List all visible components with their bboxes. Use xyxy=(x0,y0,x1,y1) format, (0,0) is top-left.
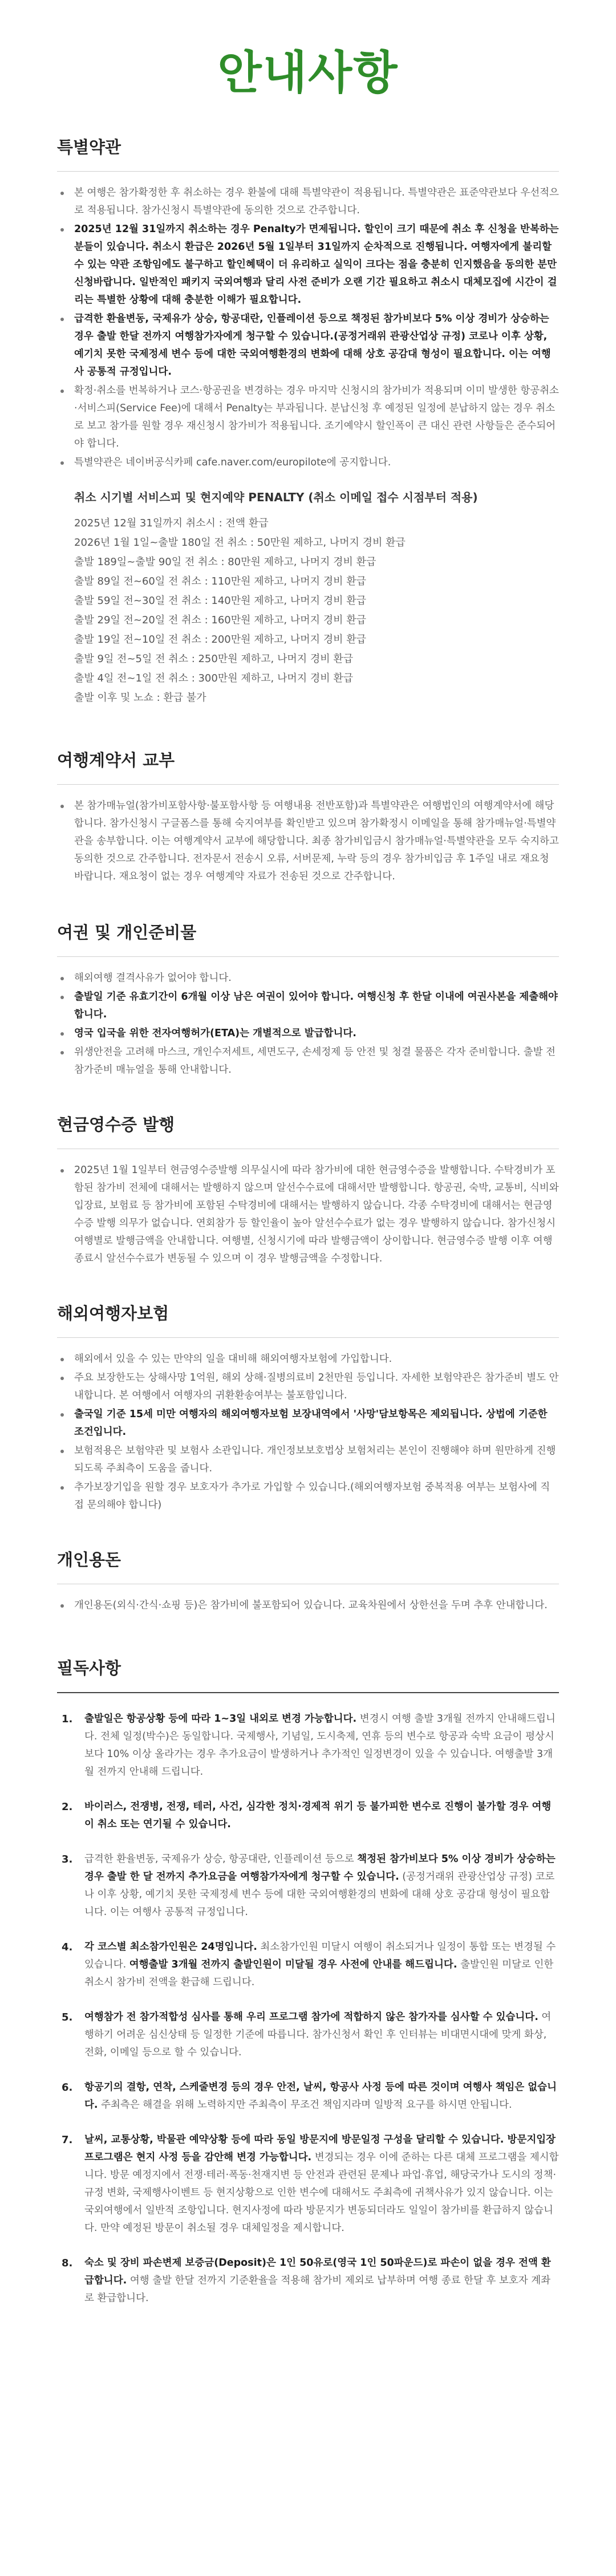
item-text: 최소참가인원 미달시 여행이 취소되거나 일정이 통합 또는 변경될 수 있습니다. xyxy=(84,1941,556,1970)
bullet-item: 본 참가매뉴얼(참가비포함사항·불포함사항 등 여행내용 전반포함)과 특별약관은 여행법인의 여행계약서에 해당합니다. 참가신청시 구글폼스를 통해 숙지여부를 확인받고 있으며 참가확정시 이메일을 통해 참가매뉴얼·특별약관을 송부합니다. 이는 여행계약서 교부에 해당합니다. 최종 참가비입금시 참가매뉴얼·특별약관을 모두 숙지하고 동의한 것으로 간주합니다. 전자문서 전송시 오류, 서버문제, 누락 등의 경우 참가비입금 후 1주일 내로 재요청 바랍니다. 재요청이 없는 경우 여행계약 자료가 전송된 것으로 간주합니다. xyxy=(57,797,559,886)
item-emphasis: 여행출발 3개월 전까지 출발인원이 미달될 경우 사전에 안내를 해드립니다. xyxy=(129,1959,457,1970)
penalty-item: 출발 19일 전~10일 전 취소 : 200만원 제하고, 나머지 경비 환급 xyxy=(74,634,367,646)
numbered-item xyxy=(57,1710,559,1781)
bullet-item: 위생안전을 고려해 마스크, 개인수저세트, 세면도구, 손세정제 등 안전 및 청결 물품은 각자 준비합니다. 출발 전 참가준비 매뉴얼을 통해 안내합니다. xyxy=(57,1044,559,1079)
section-heading: 해외여행자보험 xyxy=(57,1302,559,1338)
numbered-item xyxy=(57,1938,559,1991)
item-number: 2. xyxy=(62,1801,73,1813)
item-emphasis: 각 코스별 최소참가인원은 24명입니다. xyxy=(84,1941,257,1953)
section-special-terms xyxy=(57,136,559,708)
section-heading: 특별약관 xyxy=(57,136,559,172)
item-text: 여행하기 어려운 심신상태 등 일정한 기준에 따릅니다. 참가신청서 확인 후 인터뷰는 비대면시대에 맞게 화상, 전화, 이메일 등으로 할 수 있습니다. xyxy=(84,2011,552,2058)
bullet-item: 출국일 기준 15세 미만 여행자의 해외여행자보험 보장내역에서 '사망'담보항목은 제외됩니다. 상법에 기준한 조건입니다. xyxy=(57,1406,559,1441)
numbered-item xyxy=(57,2131,559,2237)
item-text: 급격한 환율변동, 국제유가 상승, 항공대란, 인플레이션 등으로 xyxy=(84,1853,358,1865)
bullet-item: 추가보장기입을 원할 경우 보호자가 추가로 가입할 수 있습니다.(해외여행자보험 중복적용 여부는 보험사에 직접 문의해야 합니다) xyxy=(57,1479,559,1514)
item-emphasis: 숙소 및 장비 파손변제 보증금(Deposit)은 1인 50유로(영국 1인 50파운드)로 파손이 없을 경우 전액 환급합니다. xyxy=(84,2257,551,2286)
section-insurance xyxy=(57,1302,559,1514)
section-heading: 개인용돈 xyxy=(57,1548,559,1584)
numbered-item xyxy=(57,2079,559,2114)
item-number: 7. xyxy=(62,2134,73,2146)
penalty-item: 출발 189일~출발 90일 전 취소 : 80만원 제하고, 나머지 경비 환급 xyxy=(74,556,376,568)
item-number: 3. xyxy=(62,1853,73,1865)
section-must-read xyxy=(57,1657,559,2307)
item-number: 1. xyxy=(62,1713,73,1725)
item-emphasis: 날씨, 교통상황, 박물관 예약상황 등에 따라 동일 방문지에 방문일정 구성을 달리할 수 있습니다. 방문지입장 프로그램은 현지 사정 등을 감안해 변경 가능합니다. xyxy=(84,2134,556,2163)
section-heading: 필독사항 xyxy=(57,1657,559,1693)
page-title: 안내사항 xyxy=(217,46,399,99)
section-contract xyxy=(57,749,559,886)
penalty-item: 2026년 1월 1일~출발 180일 전 취소 : 50만원 제하고, 나머지 경비 환급 xyxy=(74,537,406,549)
item-emphasis: 항공기의 결항, 연착, 스케줄변경 등의 경우 안전, 날씨, 항공사 사정 등에 따른 것이며 여행사 책임은 없습니다. xyxy=(84,2082,557,2111)
bullet-item: 개인용돈(외식·간식·쇼핑 등)은 참가비에 불포함되어 있습니다. 교육차원에서 상한선을 두며 추후 안내합니다. xyxy=(57,1597,559,1614)
item-text: 주최측은 해결을 위해 노력하지만 주최측이 무조건 책임지라며 일방적 요구를 하시면 안됩니다. xyxy=(98,2099,512,2111)
item-text: 변경시 여행 출발 3개월 전까지 안내해드립니다. 전체 일정(박수)은 동일합니다. 국제행사, 기념일, 도시축제, 연휴 등의 변수로 항공과 숙박 요금이 평상시보다 10% 이상 올라가는 경우 추가요금이 발생하거나 추가적인 일정변경이 있을 수 있습니다. 여행출발 3개월 전까지 안내해 드립니다. xyxy=(84,1713,556,1778)
penalty-item: 출발 89일 전~60일 전 취소 : 110만원 제하고, 나머지 경비 환급 xyxy=(74,575,367,587)
penalty-title: 취소 시기별 서비스피 및 현지예약 PENALTY (취소 이메일 접수 시점부터 적용) xyxy=(74,490,478,504)
bullet-item: 해외에서 있을 수 있는 만약의 일을 대비해 해외여행자보험에 가입합니다. xyxy=(57,1350,559,1368)
section-passport xyxy=(57,921,559,1079)
section-cash-receipt xyxy=(57,1113,559,1268)
item-text: 출발인원 미달로 인한 취소시 참가비 전액을 환급해 드립니다. xyxy=(84,1959,554,1988)
item-text: 여행 출발 한달 전까지 기준환율을 적용해 참가비 제외로 납부하며 여행 종료 한달 후 보호자 계좌로 환급합니다. xyxy=(84,2275,551,2304)
bullet-item: 특별약관은 네이버공식카페 cafe.naver.com/europilote에 공지합니다. xyxy=(57,454,559,472)
section-pocket-money xyxy=(57,1548,559,1614)
item-text: (공정거래위 관광산업상 규정) 코로나 이후 상황, 예기치 못한 국제정세 변수 등에 대한 국외여행환경의 변화에 대해 상호 공감대 형성이 필요합니다. 이는 여행사 공통적 규정입니다. xyxy=(84,1871,555,1918)
penalty-item: 출발 29일 전~20일 전 취소 : 160만원 제하고, 나머지 경비 환급 xyxy=(74,614,367,626)
section-heading: 여행계약서 교부 xyxy=(57,749,559,785)
penalty-item: 출발 4일 전~1일 전 취소 : 300만원 제하고, 나머지 경비 환급 xyxy=(74,672,354,684)
item-number: 8. xyxy=(62,2257,73,2269)
numbered-item xyxy=(57,1798,559,1833)
bullet-item: 확정·취소를 번복하거나 코스·항공권을 변경하는 경우 마지막 신청시의 참가비가 적용되며 이미 발생한 항공취소·서비스피(Service Fee)에 대해서 Penalty는 부과됩니다. 분납신청 후 예정된 일정에 분납하지 않는 경우 취소로 보고 참가를 원할 경우 재신청시 참가비가 적용됩니다. 조기예약시 할인폭이 큰 대신 관련 사항들은 준수되어야 합니다. xyxy=(57,382,559,453)
item-emphasis: 책정된 참가비보다 5% 이상 경비가 상승하는 경우 출발 한 달 전까지 추가요금을 여행참가자에게 청구할 수 있습니다. xyxy=(84,1853,556,1883)
bullet-item: 출발일 기준 유효기간이 6개월 이상 남은 여권이 있어야 합니다. 여행신청 후 한달 이내에 여권사본을 제출해야 합니다. xyxy=(57,988,559,1024)
bullet-item: 해외여행 결격사유가 없어야 합니다. xyxy=(57,969,559,987)
item-text: 변경되는 경우 이에 준하는 다른 대체 프로그램을 제시합니다. 방문 예정지에서 전쟁·테러·폭동·천재지변 등 안전과 관련된 문제나 파업·휴업, 해당국가나 도시의 정책·규정 변화, 국제행사이벤트 등 현지상황으로 인한 변수에 대해서도 주최측에 귀책사유가 있지 않습니다. 이는 국외여행에서 일반적 조항입니다. 현지사정에 따라 방문지가 변동되더라도 일일이 참가비를 환급하지 않습니다. 만약 예정된 방문이 취소될 경우 대체일정을 제시합니다. xyxy=(84,2152,559,2234)
numbered-item xyxy=(57,2254,559,2307)
section-heading: 현금영수증 발행 xyxy=(57,1113,559,1149)
penalty-item: 출발 이후 및 노쇼 : 환급 불가 xyxy=(74,692,206,704)
numbered-item xyxy=(57,1851,559,1921)
bullet-item: 2025년 12월 31일까지 취소하는 경우 Penalty가 면제됩니다. 할인이 크기 때문에 취소 후 신청을 반복하는 분들이 있습니다. 취소시 환급은 2026년 5월 1일부터 31일까지 순차적으로 진행됩니다. 여행자에게 불리할 수 있는 약관 조항임에도 불구하고 할인혜택이 더 유리하고 실익이 크다는 점을 충분히 인지했음을 동의한 분만 신청바랍니다. 일반적인 패키지 국외여행과 달리 사전 준비가 오랜 기간 필요하고 취소시 대체모집에 시간이 걸리는 특별한 상황에 대해 충분한 이해가 필요합니다. xyxy=(57,221,559,309)
bullet-item: 급격한 환율변동, 국제유가 상승, 항공대란, 인플레이션 등으로 책정된 참가비보다 5% 이상 경비가 상승하는 경우 출발 한달 전까지 여행참가자에게 청구할 수 있습니다.(공정거래위 관광산업상 규정) 코로나 이후 상황, 예기치 못한 국제정세 변수 등에 대한 국외여행환경의 변화에 대해 상호 공감대 형성이 필요합니다. 이는 여행사 공통적 규정입니다. xyxy=(57,310,559,381)
section-heading: 여권 및 개인준비물 xyxy=(57,921,559,957)
penalty-item: 출발 9일 전~5일 전 취소 : 250만원 제하고, 나머지 경비 환급 xyxy=(74,653,354,665)
penalty-list xyxy=(74,514,559,708)
item-emphasis: 여행참가 전 참가적합성 심사를 통해 우리 프로그램 참가에 적합하지 않은 참가자를 심사할 수 있습니다. xyxy=(84,2011,538,2023)
penalty-item: 2025년 12월 31일까지 취소시 : 전액 환급 xyxy=(74,517,269,529)
item-number: 5. xyxy=(62,2011,73,2023)
item-number: 6. xyxy=(62,2082,73,2094)
bullet-item: 본 여행은 참가확정한 후 취소하는 경우 환불에 대해 특별약관이 적용됩니다. 특별약관은 표준약관보다 우선적으로 적용됩니다. 참가신청시 특별약관에 동의한 것으로 간주합니다. xyxy=(57,184,559,220)
penalty-item: 출발 59일 전~30일 전 취소 : 140만원 제하고, 나머지 경비 환급 xyxy=(74,595,367,607)
item-number: 4. xyxy=(62,1941,73,1953)
bullet-item: 주요 보장한도는 상해사망 1억원, 해외 상해·질병의료비 2천만원 등입니다. 자세한 보험약관은 참가준비 별도 안내합니다. 본 여행에서 여행자의 귀환환송여부는 불포함입니다. xyxy=(57,1369,559,1405)
bullet-item: 영국 입국을 위한 전자여행허가(ETA)는 개별적으로 발급합니다. xyxy=(57,1025,559,1042)
item-emphasis: 출발일은 항공상황 등에 따라 1~3일 내외로 변경 가능합니다. xyxy=(84,1713,357,1725)
bullet-item: 2025년 1월 1일부터 현금영수증발행 의무실시에 따라 참가비에 대한 현금영수증을 발행합니다. 수탁경비가 포함된 참가비 전체에 대해서는 발행하지 않으며 알선수수료에 대해서만 발행합니다. 항공권, 숙박, 교통비, 식비와 입장료, 보험료 등 참가비에 포함된 수탁경비에 대해서는 발행하지 않습니다. 각종 수탁경비에 대해서는 현금영수증 발행 의무가 없습니다. 연회참가 등 할인율이 높아 알선수수료가 없는 경우 발행하지 않습니다. 참가신청시 여행별로 발행금액을 안내합니다. 여행별, 신청시기에 따라 발행금액이 상이합니다. 현금영수증 발행 이후 여행 종료시 알선수수료가 변동될 수 있으며 이 경우 발행금액을 수정합니다. xyxy=(57,1162,559,1268)
numbered-item xyxy=(57,2009,559,2062)
item-emphasis: 바이러스, 전쟁병, 전쟁, 테러, 사건, 심각한 정치·경제적 위기 등 불가피한 변수로 진행이 불가할 경우 여행이 취소 또는 연기될 수 있습니다. xyxy=(84,1801,552,1830)
bullet-item: 보험적용은 보험약관 및 보험사 소관입니다. 개인정보보호법상 보험처리는 본인이 진행해야 하며 원만하게 진행되도록 주최측이 도움을 줍니다. xyxy=(57,1442,559,1478)
